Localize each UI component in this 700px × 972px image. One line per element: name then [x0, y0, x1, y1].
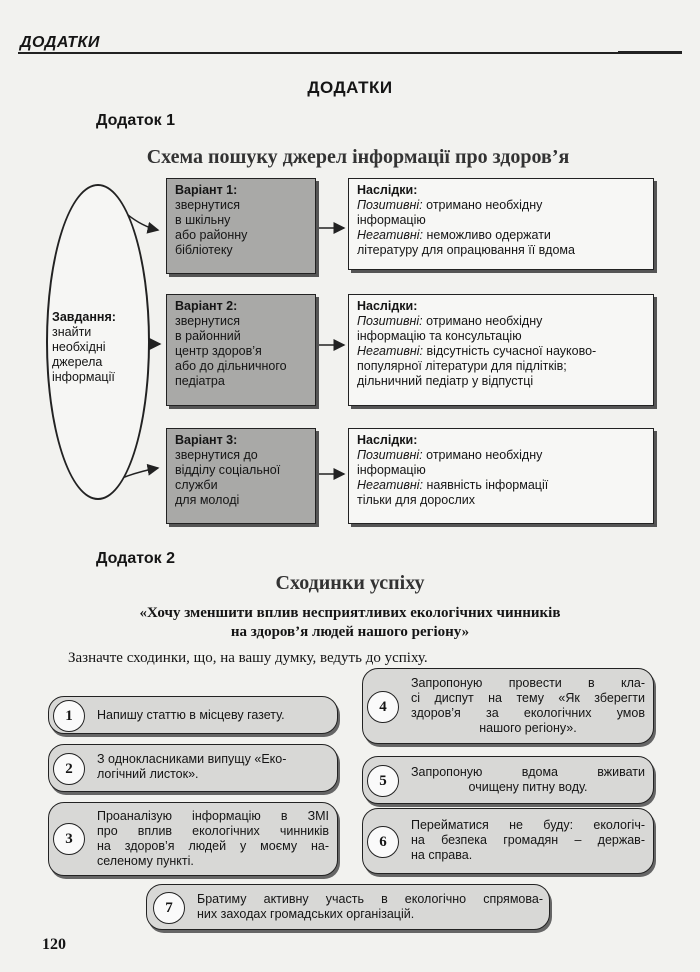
variant-line: звернутися — [175, 198, 241, 212]
step-6-pill — [362, 808, 654, 874]
task-label: Завдання: — [52, 310, 116, 324]
result-positive — [357, 198, 645, 213]
result-text: отримано необхідну — [426, 198, 543, 212]
variant-line: звернутися — [175, 314, 241, 328]
step-text — [97, 809, 329, 869]
result-text: отримано необхідну — [426, 448, 543, 462]
result-text: відсутність сучасної науково- — [426, 344, 597, 358]
negative-label: Негативні: — [357, 344, 423, 358]
step-line: селеному пункті. — [97, 854, 194, 868]
result-positive — [357, 448, 645, 463]
quote-line: на здоров’я людей нашого регіону» — [230, 624, 470, 640]
result-text: популярної літератури для підлітків; — [357, 359, 567, 373]
task-line: джерела — [52, 355, 103, 369]
step-line: Запропоную провести в кла- — [411, 676, 645, 690]
step-line: нашого регіону». — [479, 721, 577, 735]
variant-line: бібліотеку — [175, 243, 233, 257]
result-text: літературу для опрацювання її вдома — [357, 243, 575, 257]
result-text: наявність інформації — [426, 478, 549, 492]
variant-1-box — [166, 178, 316, 274]
negative-label: Негативні: — [357, 228, 423, 242]
running-head: ДОДАТКИ — [20, 34, 100, 51]
step-number: 2 — [53, 753, 85, 785]
task-line: інформації — [52, 370, 115, 384]
scheme-title: Схема пошуку джерел інформації про здоров’я — [146, 146, 570, 168]
quote-line: «Хочу зменшити вплив несприятливих екологічних чинників — [139, 605, 561, 621]
result-text: дільничний педіатр у відпустці — [357, 374, 534, 388]
variant-line: в шкільну — [175, 213, 231, 227]
positive-label: Позитивні: — [357, 198, 423, 212]
header-rule — [18, 52, 682, 54]
variant-line: центр здоров’я — [175, 344, 262, 358]
step-text — [97, 708, 329, 723]
variant-line: служби — [175, 478, 218, 492]
result-negative — [357, 478, 645, 493]
step-number: 6 — [367, 826, 399, 858]
variant-line: педіатра — [175, 374, 225, 388]
step-number: 7 — [153, 892, 185, 924]
result-title: Наслідки: — [357, 433, 418, 447]
appendix-1-label: Додаток 1 — [96, 112, 175, 129]
result-title: Наслідки: — [357, 299, 418, 313]
step-line: З однокласниками випущу «Еко- — [97, 752, 287, 766]
step-line: Проаналізую інформацію в ЗМІ — [97, 809, 329, 823]
step-line: Напишу статтю в місцеву газету. — [97, 708, 285, 722]
task-text — [52, 310, 144, 385]
positive-label: Позитивні: — [357, 448, 423, 462]
variant-line: відділу соціальної — [175, 463, 281, 477]
positive-label: Позитивні: — [357, 314, 423, 328]
instruction-text: Зазначте сходинки, що, на вашу думку, ведуть до успіху. — [68, 650, 428, 666]
result-text: інформацію — [357, 213, 426, 227]
step-line: Братиму активну участь в екологічно спрямова- — [197, 892, 543, 906]
result-title: Наслідки: — [357, 183, 418, 197]
page-title: ДОДАТКИ — [307, 78, 393, 97]
result-1-box — [348, 178, 654, 270]
step-line: на справа. — [411, 848, 473, 862]
result-text: інформацію — [357, 463, 426, 477]
result-negative — [357, 228, 645, 243]
step-text — [411, 818, 645, 863]
step-line: про вплив екологічних чинників — [97, 824, 329, 838]
variant-line: звернутися до — [175, 448, 258, 462]
step-7-pill — [146, 884, 550, 930]
appendix-2-label: Додаток 2 — [96, 550, 175, 567]
task-line: необхідні — [52, 340, 106, 354]
step-line: на безпека громадян – держав- — [411, 833, 645, 847]
variant-line: для молоді — [175, 493, 240, 507]
step-line: логічний листок». — [97, 767, 199, 781]
result-text: неможливо одержати — [426, 228, 551, 242]
step-line: Запропоную вдома вживати — [411, 765, 645, 779]
step-number: 5 — [367, 765, 399, 797]
result-text: тільки для дорослих — [357, 493, 475, 507]
step-number: 1 — [53, 700, 85, 732]
step-line: на здоров’я людей у моєму на- — [97, 839, 329, 853]
variant-3-box — [166, 428, 316, 524]
variant-title: Варіант 3: — [175, 433, 238, 447]
variant-line: або до дільничного — [175, 359, 287, 373]
negative-label: Негативні: — [357, 478, 423, 492]
variant-2-box — [166, 294, 316, 406]
result-3-box — [348, 428, 654, 524]
result-text: інформацію та консультацію — [357, 329, 522, 343]
step-text — [197, 892, 543, 922]
step-text — [97, 752, 329, 782]
variant-line: в районний — [175, 329, 241, 343]
step-1-pill — [48, 696, 338, 734]
step-line: сі диспут на тему «Як зберегти — [411, 691, 645, 705]
step-line: Перейматися не буду: екологіч- — [411, 818, 645, 832]
result-text: отримано необхідну — [426, 314, 543, 328]
step-3-pill — [48, 802, 338, 876]
variant-line: або районну — [175, 228, 248, 242]
result-negative — [357, 344, 645, 359]
step-number: 3 — [53, 823, 85, 855]
step-5-pill — [362, 756, 654, 804]
step-2-pill — [48, 744, 338, 792]
result-positive — [357, 314, 645, 329]
step-line: здоров’я за екологічних умов — [411, 706, 645, 720]
result-2-box — [348, 294, 654, 406]
goal-quote — [0, 604, 700, 642]
task-line: знайти — [52, 325, 92, 339]
step-line: них заходах громадських організацій. — [197, 907, 415, 921]
step-text — [411, 765, 645, 795]
page-number: 120 — [42, 936, 66, 953]
steps-title: Сходинки успіху — [275, 572, 425, 594]
step-number: 4 — [367, 691, 399, 723]
step-4-pill — [362, 668, 654, 744]
variant-title: Варіант 1: — [175, 183, 238, 197]
variant-title: Варіант 2: — [175, 299, 238, 313]
step-text — [411, 676, 645, 736]
step-line: очищену питну воду. — [468, 780, 588, 794]
